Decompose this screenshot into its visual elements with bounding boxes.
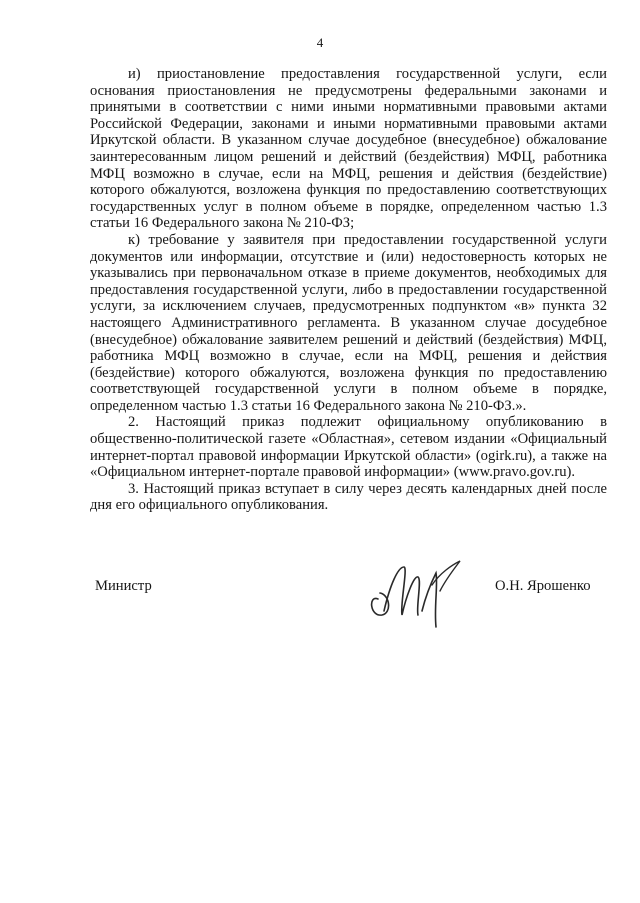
- document-body: [90, 66, 607, 514]
- handwritten-signature: [360, 555, 470, 635]
- paragraph-item-i: и) приостановление предоставления государственной услуги, если основания приостановления не предусмотрены федеральными законами и принятыми в соответствии с ними иными нормативными правовыми актами Российской Федерации, законами и иными нормативными правовыми актами Иркутской области. В указанном случае досудебное (внесудебное) обжалование заинтересованным лицом решений и действий (бездействия) МФЦ, работника МФЦ возможно в случае, если на МФЦ, решения и действия (бездействие) которого обжалуются, возложена функция по предоставлению соответствующих государственных услуг в полном объеме в порядке, определенном частью 1.3 статьи 16 Федерального закона № 210-ФЗ;: [90, 66, 607, 232]
- paragraph-publication: 2. Настоящий приказ подлежит официальному опубликованию в общественно-политической газете «Областная», сетевом издании «Официальный интернет-портал правовой информации Иркутской области» (ogirk.ru), а также на «Официальном интернет-портале правовой информации» (www.pravo.gov.ru).: [90, 414, 607, 481]
- paragraph-item-k: к) требование у заявителя при предоставлении государственной услуги документов или информации, отсутствие и (или) недостоверность которых не указывались при первоначальном отказе в приеме документов, необходимых для предоставления государственной услуги, либо в предоставлении государственной услуги, за исключением случаев, предусмотренных подпунктом «в» пункта 32 настоящего Административного регламента. В указанном случае досудебное (внесудебное) обжалование заявителем решений и действий (бездействия) МФЦ, работника МФЦ возможно в случае, если на МФЦ, решения и действия (бездействие) которого обжалуются, возложена функция по предоставлению соответствующей государственной услуги в полном объеме в порядке, определенном частью 1.3 статьи 16 Федерального закона № 210-ФЗ.».: [90, 231, 607, 414]
- page-number: 4: [316, 35, 324, 50]
- paragraph-effective-date: 3. Настоящий приказ вступает в силу через десять календарных дней после дня его официального опубликования.: [90, 480, 607, 514]
- signatory-title: Министр: [95, 578, 152, 594]
- signatory-name: О.Н. Ярошенко: [495, 578, 591, 594]
- signature-block: [0, 555, 640, 635]
